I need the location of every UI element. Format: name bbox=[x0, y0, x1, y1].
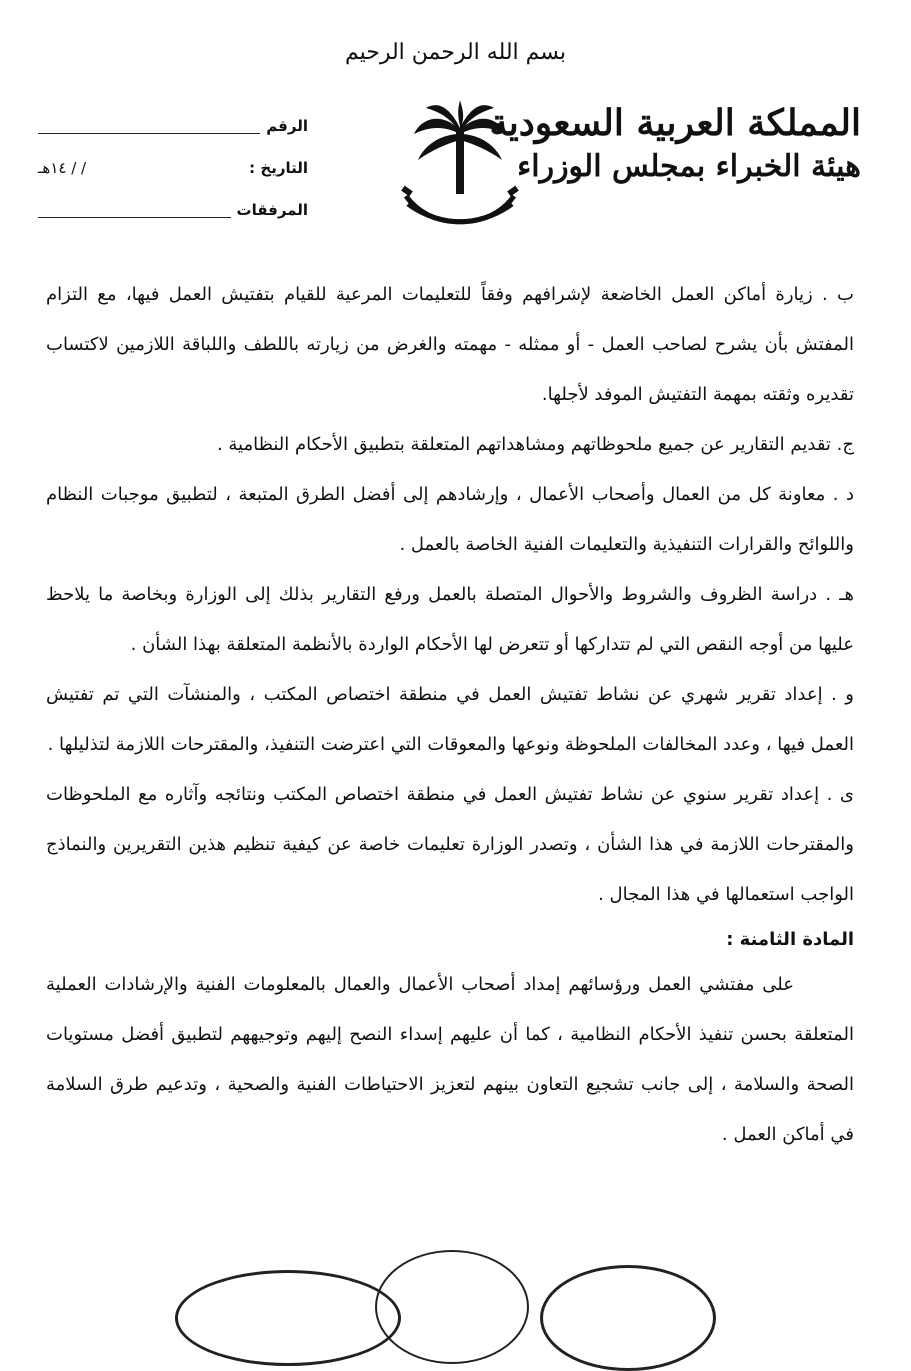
org-line-1: المملكة العربية السعودية bbox=[489, 102, 861, 144]
date-value: / / ١٤هـ bbox=[38, 159, 87, 177]
attachments-field bbox=[38, 189, 308, 231]
date-field bbox=[38, 147, 308, 189]
number-label: الرقم bbox=[266, 117, 308, 135]
paragraph-d: د . معاونة كل من العمال وأصحاب الأعمال ، وإرشادهم إلى أفضل الطرق المتبعة ، لتطبيق موجبات النظام واللوائح والقرارات التنفيذية والتعليمات الفنية الخاصة بالعمل . bbox=[46, 484, 854, 555]
number-field bbox=[38, 105, 308, 147]
org-line-2: هيئة الخبراء بمجلس الوزراء bbox=[517, 149, 861, 184]
date-label: التاريخ : bbox=[249, 159, 308, 177]
document-body bbox=[46, 270, 854, 1160]
bismillah-header: بسم الله الرحمن الرحيم bbox=[344, 40, 567, 65]
paragraph-h: هـ . دراسة الظروف والشروط والأحوال المتصلة بالعمل ورفع التقارير بذلك إلى الوزارة وبخاصة ما يلاحظ عليها من أوجه النقص التي لم تتداركها أو تتعرض لها الأحكام الواردة بالأنظمة المتعلقة بهذا الشأن . bbox=[46, 584, 854, 655]
paragraph-w: و . إعداد تقرير شهري عن نشاط تفتيش العمل في منطقة اختصاص المكتب ، والمنشآت التي تم تفتيش العمل فيها ، وعدد المخالفات الملحوظة ونوعها والمعوقات التي اعترضت التنفيذ، والمقترحات اللازمة لتذليلها . bbox=[46, 684, 854, 755]
organization-name bbox=[489, 100, 861, 188]
stamp-seal-icon bbox=[375, 1250, 529, 1364]
stamp-seal-icon bbox=[175, 1270, 401, 1366]
attachments-label: المرفقات bbox=[236, 201, 308, 219]
document-meta-fields bbox=[38, 105, 308, 231]
attachments-line bbox=[38, 203, 231, 218]
paragraph-b: ب . زيارة أماكن العمل الخاضعة لإشرافهم وفقاً للتعليمات المرعية للقيام بتفتيش العمل فيها، مع التزام المفتش بأن يشرح لصاحب العمل - أو ممثله - مهمته والغرض من زيارته باللطف واللباقة اللازمين لاكتساب تقديره وثقته بمهمة التفتيش الموفد لأجلها. bbox=[46, 284, 854, 405]
paragraph-y: ى . إعداد تقرير سنوي عن نشاط تفتيش العمل في منطقة اختصاص المكتب ونتائجه وآثاره مع الملحوظات والمقترحات اللازمة في هذا الشأن ، وتصدر الوزارة تعليمات خاصة عن كيفية تنظيم هذين التقريرين والنماذج الواجب استعمالها في هذا المجال . bbox=[46, 784, 854, 905]
paragraph-j: ج. تقديم التقارير عن جميع ملحوظاتهم ومشاهداتهم المتعلقة بتطبيق الأحكام النظامية . bbox=[216, 434, 854, 455]
article-eight-title: المادة الثامنة : bbox=[726, 929, 854, 950]
article-eight-text: على مفتشي العمل ورؤسائهم إمداد أصحاب الأعمال والعمال بالمعلومات الفنية والإرشادات العملية المتعلقة بحسن تنفيذ الأحكام النظامية ، كما أن عليهم إسداء النصح إليهم وتوجيههم لتطبيق أفضل مستويات الصحة والسلامة ، إلى جانب تشجيع التعاون بينهم لتعزيز الاحتياطات الفنية والصحية ، وتدعيم طرق السلامة في أماكن العمل . bbox=[46, 974, 854, 1145]
stamp-seal-icon bbox=[540, 1265, 716, 1371]
number-line bbox=[38, 119, 260, 134]
official-stamps bbox=[0, 1250, 911, 1326]
